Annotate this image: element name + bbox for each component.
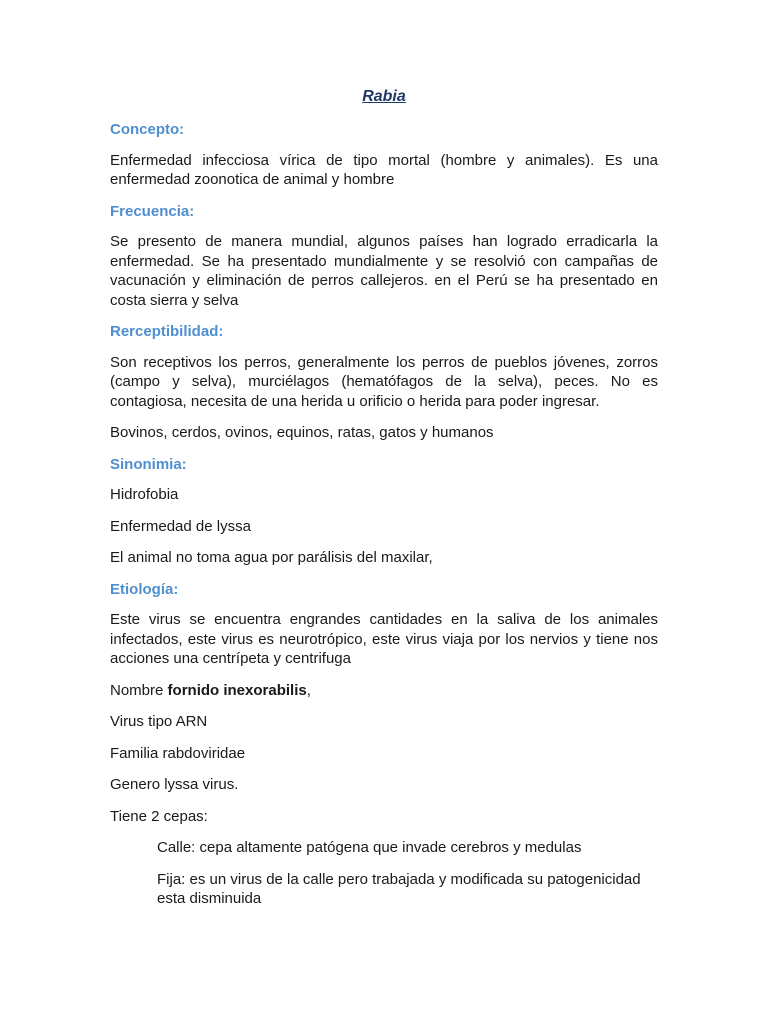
paragraph-genero: Genero lyssa virus. [110,776,239,793]
paragraph-familia: Familia rabdoviridae [110,744,246,762]
paragraph-receptibilidad-animals: Bovinos, cerdos, ovinos, equinos, ratas, gatos y humanos [110,424,494,441]
paragraph-nombre [110,681,658,701]
paragraph-sinonimia-3: El animal no toma agua por parálisis del maxilar, [110,549,433,566]
nombre-prefix: Nombre [110,681,168,699]
paragraph-cepas: Tiene 2 cepas: [110,807,208,825]
heading-sinonimia: Sinonimia: [110,455,187,473]
paragraph-virus-tipo: Virus tipo ARN [110,713,208,730]
heading-frecuencia: Frecuencia: [110,202,195,220]
heading-concepto: Concepto: [110,121,185,138]
document-content [110,86,658,921]
document-title: Rabia [362,88,406,105]
paragraph-frecuencia: Se presento de manera mundial, algunos países han logrado erradicarla la enfermedad. Se ha presentado mundialmente y se resolvió con campañas de vacunación y eliminación de perros callejeros. en el Perú se ha presentado en costa sierra y selva [110,233,658,309]
heading-etiologia: Etiología: [110,580,179,598]
paragraph-cepa-fija: Fija: es un virus de la calle pero trabajada y modificada su patogenicidad esta disminuida [157,870,641,907]
paragraph-etiologia: Este virus se encuentra engrandes cantidades en la saliva de los animales infectados, este virus es neurotrópico, este virus viaja por los nervios y tiene nos acciones una centrípeta y centrifuga [110,611,658,667]
nombre-suffix: , [306,681,311,699]
paragraph-receptibilidad: Son receptivos los perros, generalmente los perros de pueblos jóvenes, zorros (campo y selva), murciélagos (hematófagos de la selva), peces. No es contagiosa, necesita de una herida u orificio o herida para poder ingresar. [110,353,658,410]
paragraph-concepto: Enfermedad infecciosa vírica de tipo mortal (hombre y animales). Es una enfermedad zoonotica de animal y hombre [110,151,658,188]
heading-receptibilidad: Rerceptibilidad: [110,323,224,340]
paragraph-sinonimia-2: Enfermedad de lyssa [110,517,251,535]
paragraph-sinonimia-1: Hidrofobia [110,486,179,503]
paragraph-cepa-calle: Calle: cepa altamente patógena que invade cerebros y medulas [157,839,582,856]
nombre-bold: fornido inexorabilis [167,681,307,699]
